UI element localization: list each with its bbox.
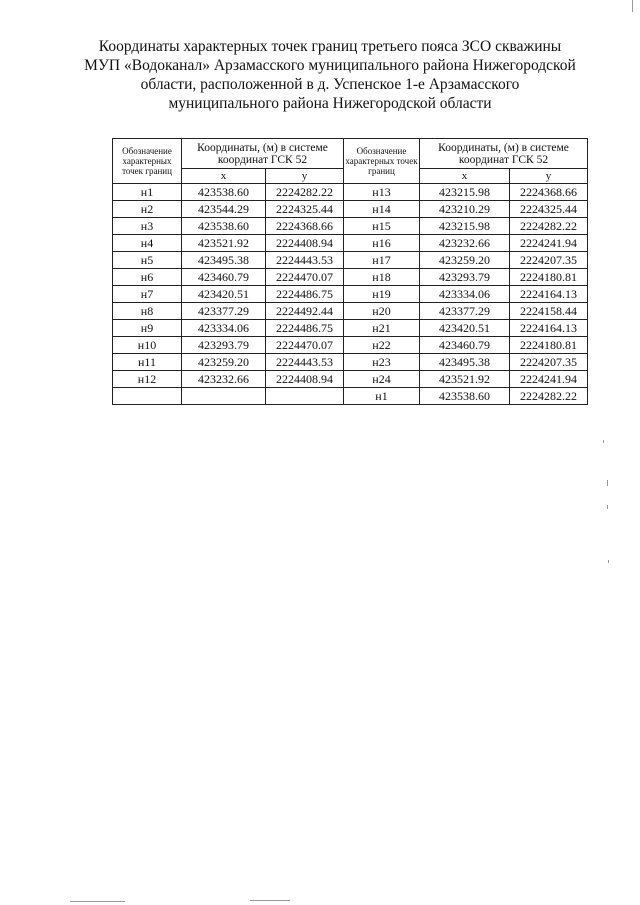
y-cell: 2224282.22: [510, 388, 588, 405]
point-name-cell: н3: [113, 218, 182, 235]
table-row: [113, 252, 588, 269]
y-cell: 2224207.35: [510, 252, 588, 269]
x-cell: 423495.38: [420, 354, 510, 371]
y-cell: 2224164.13: [510, 286, 588, 303]
y-cell: 2224470.07: [266, 337, 344, 354]
coordinates-table-body: [113, 184, 588, 405]
y-cell: 2224207.35: [510, 354, 588, 371]
scan-mark: [250, 900, 290, 901]
point-name-cell: н1: [344, 388, 420, 405]
y-cell: 2224164.13: [510, 320, 588, 337]
y-cell: 2224180.81: [510, 337, 588, 354]
header-y: у: [510, 169, 588, 184]
coordinates-table: [112, 138, 588, 405]
table-row: [113, 201, 588, 218]
point-name-cell: н12: [113, 371, 182, 388]
header-x: х: [182, 169, 266, 184]
y-cell: 2224241.94: [510, 235, 588, 252]
title-line: области, расположенной в д. Успенское 1-е Арзамасского: [140, 76, 520, 93]
table-row: [113, 354, 588, 371]
header-x: х: [420, 169, 510, 184]
x-cell: 423544.29: [182, 201, 266, 218]
point-name-cell: н10: [113, 337, 182, 354]
point-name-cell: н22: [344, 337, 420, 354]
point-name-cell: [113, 388, 182, 405]
x-cell: [182, 388, 266, 405]
x-cell: 423334.06: [420, 286, 510, 303]
x-cell: 423210.29: [420, 201, 510, 218]
x-cell: 423377.29: [420, 303, 510, 320]
table-row: [113, 286, 588, 303]
document-title: [60, 37, 600, 113]
y-cell: 2224486.75: [266, 320, 344, 337]
table-row: [113, 337, 588, 354]
y-cell: 2224325.44: [266, 201, 344, 218]
scan-mark: [603, 440, 604, 443]
x-cell: 423538.60: [182, 184, 266, 201]
y-cell: 2224282.22: [510, 218, 588, 235]
point-name-cell: н1: [113, 184, 182, 201]
point-name-cell: н4: [113, 235, 182, 252]
x-cell: 423377.29: [182, 303, 266, 320]
x-cell: 423420.51: [420, 320, 510, 337]
point-name-cell: н6: [113, 269, 182, 286]
x-cell: 423293.79: [182, 337, 266, 354]
table-row: [113, 388, 588, 405]
x-cell: 423259.20: [182, 354, 266, 371]
table-row: [113, 184, 588, 201]
header-point-name: Обозначение характерных точек границ: [344, 139, 420, 184]
scan-mark: [632, 0, 633, 12]
x-cell: 423420.51: [182, 286, 266, 303]
y-cell: 2224368.66: [266, 218, 344, 235]
point-name-cell: н5: [113, 252, 182, 269]
y-cell: 2224443.53: [266, 354, 344, 371]
point-name-cell: н13: [344, 184, 420, 201]
point-name-cell: н2: [113, 201, 182, 218]
x-cell: 423215.98: [420, 218, 510, 235]
title-line: муниципального района Нижегородской области: [168, 95, 492, 112]
x-cell: 423521.92: [182, 235, 266, 252]
x-cell: 423232.66: [420, 235, 510, 252]
point-name-cell: н23: [344, 354, 420, 371]
point-name-cell: н24: [344, 371, 420, 388]
x-cell: 423495.38: [182, 252, 266, 269]
x-cell: 423460.79: [182, 269, 266, 286]
title-line: МУП «Водоканал» Арзамасского муниципального района Нижегородской: [84, 57, 576, 74]
point-name-cell: н21: [344, 320, 420, 337]
x-cell: 423538.60: [420, 388, 510, 405]
point-name-cell: н17: [344, 252, 420, 269]
y-cell: 2224325.44: [510, 201, 588, 218]
x-cell: 423460.79: [420, 337, 510, 354]
y-cell: 2224368.66: [510, 184, 588, 201]
scan-mark: [608, 560, 609, 563]
x-cell: 423293.79: [420, 269, 510, 286]
header-coord-system: Координаты, (м) в системе координат ГСК 52: [182, 139, 344, 169]
point-name-cell: н20: [344, 303, 420, 320]
point-name-cell: н19: [344, 286, 420, 303]
y-cell: 2224408.94: [266, 235, 344, 252]
point-name-cell: н7: [113, 286, 182, 303]
y-cell: 2224241.94: [510, 371, 588, 388]
table-row: [113, 303, 588, 320]
point-name-cell: н14: [344, 201, 420, 218]
y-cell: 2224443.53: [266, 252, 344, 269]
table-row: [113, 218, 588, 235]
y-cell: 2224158.44: [510, 303, 588, 320]
table-row: [113, 320, 588, 337]
x-cell: 423334.06: [182, 320, 266, 337]
header-y: у: [266, 169, 344, 184]
y-cell: 2224470.07: [266, 269, 344, 286]
x-cell: 423538.60: [182, 218, 266, 235]
table-row: [113, 371, 588, 388]
table-row: [113, 235, 588, 252]
x-cell: 423521.92: [420, 371, 510, 388]
header-point-name: Обозначение характерных точек границ: [113, 139, 182, 184]
scan-mark: [607, 505, 608, 509]
x-cell: 423232.66: [182, 371, 266, 388]
point-name-cell: н11: [113, 354, 182, 371]
y-cell: 2224408.94: [266, 371, 344, 388]
point-name-cell: н16: [344, 235, 420, 252]
point-name-cell: н18: [344, 269, 420, 286]
table-row: [113, 269, 588, 286]
point-name-cell: н8: [113, 303, 182, 320]
y-cell: [266, 388, 344, 405]
scan-mark: [607, 480, 608, 486]
x-cell: 423259.20: [420, 252, 510, 269]
x-cell: 423215.98: [420, 184, 510, 201]
header-coord-system: Координаты, (м) в системе координат ГСК 52: [420, 139, 588, 169]
title-line: Координаты характерных точек границ третьего пояса ЗСО скважины: [98, 38, 562, 55]
point-name-cell: н9: [113, 320, 182, 337]
scan-mark: [70, 901, 125, 902]
y-cell: 2224492.44: [266, 303, 344, 320]
y-cell: 2224180.81: [510, 269, 588, 286]
point-name-cell: н15: [344, 218, 420, 235]
y-cell: 2224282.22: [266, 184, 344, 201]
y-cell: 2224486.75: [266, 286, 344, 303]
